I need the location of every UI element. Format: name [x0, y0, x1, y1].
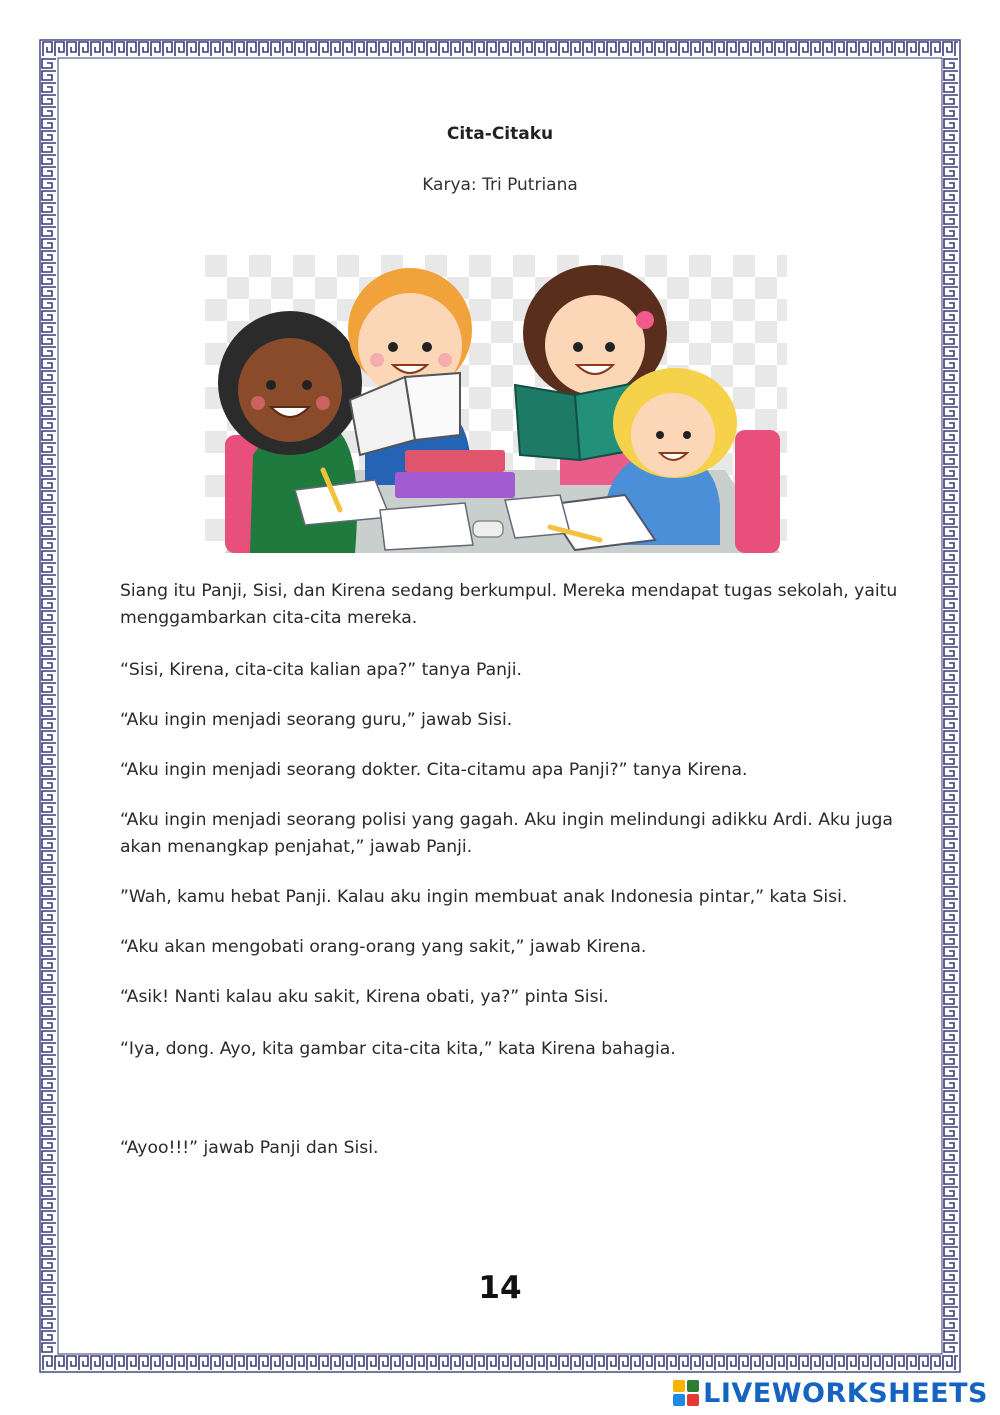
- liveworksheets-wordmark: LIVEWORKSHEETS: [703, 1377, 988, 1409]
- story-paragraph: “Aku ingin menjadi seorang guru,” jawab Sisi.: [120, 710, 513, 730]
- document-title: Cita-Citaku: [446, 124, 554, 144]
- story-paragraph: “Aku ingin menjadi seorang dokter. Cita-citamu apa Panji?” tanya Kirena.: [120, 760, 748, 780]
- page-number: 14: [478, 1270, 522, 1306]
- children-studying-illustration: [205, 255, 787, 553]
- story-paragraph: “Aku ingin menjadi seorang polisi yang gagah. Aku ingin melindungi adikku Ardi. Aku juga akan menangkap penjahat,” jawab Panji.: [120, 810, 893, 857]
- story-paragraph: “Aku akan mengobati orang-orang yang sakit,” jawab Kirena.: [120, 937, 647, 957]
- story-paragraph: “Ayoo!!!” jawab Panji dan Sisi.: [120, 1138, 379, 1158]
- liveworksheets-icon: [673, 1380, 699, 1406]
- story-paragraph: “Sisi, Kirena, cita-cita kalian apa?” tanya Panji.: [120, 660, 523, 680]
- story-paragraph: ”Wah, kamu hebat Panji. Kalau aku ingin membuat anak Indonesia pintar,” kata Sisi.: [120, 887, 848, 907]
- story-paragraph: “Asik! Nanti kalau aku sakit, Kirena obati, ya?” pinta Sisi.: [120, 987, 609, 1007]
- liveworksheets-logo[interactable]: [673, 1376, 988, 1410]
- story-paragraph: “Iya, dong. Ayo, kita gambar cita-cita kita,” kata Kirena bahagia.: [120, 1039, 676, 1059]
- document-author: Karya: Tri Putriana: [422, 175, 578, 195]
- story-paragraph: Siang itu Panji, Sisi, dan Kirena sedang berkumpul. Mereka mendapat tugas sekolah, yaitu menggambarkan cita-cita mereka.: [120, 581, 898, 628]
